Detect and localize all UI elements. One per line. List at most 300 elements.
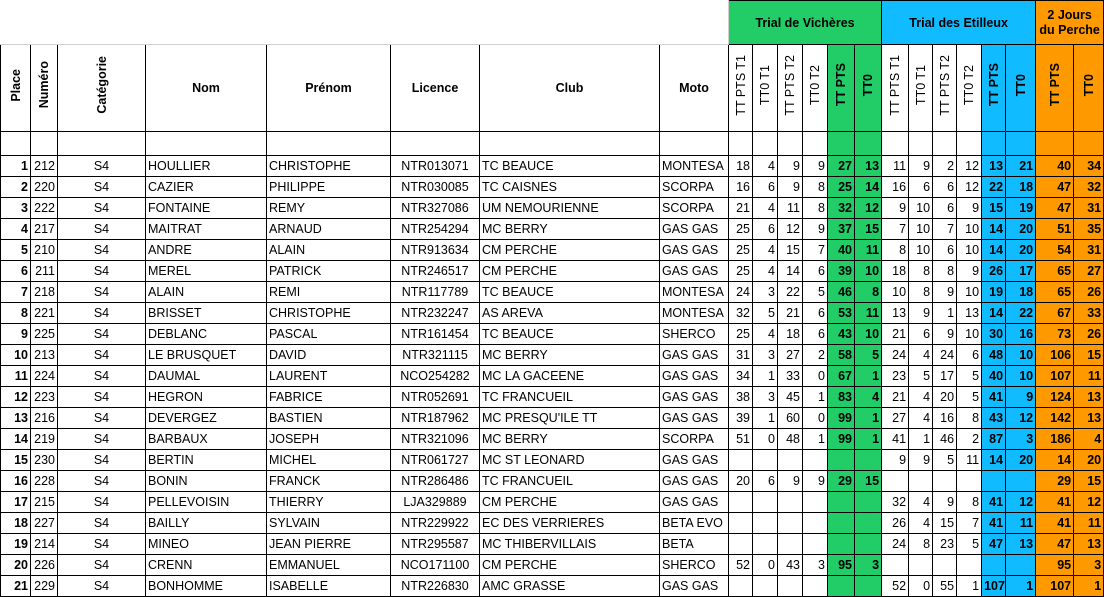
cell-numero: 211	[31, 261, 58, 282]
cell-licence: NTR321115	[391, 345, 480, 366]
cell-v-tt0-t1: 6	[753, 177, 778, 198]
cell-v-ttpts: 99	[828, 429, 855, 450]
cell-v-tt0-t2	[803, 513, 828, 534]
cell-numero: 212	[31, 156, 58, 177]
cell-place: 8	[1, 303, 31, 324]
cell-e-tt0-t1: 4	[909, 345, 933, 366]
col-numero: Numéro	[31, 45, 58, 132]
cell-place: 9	[1, 324, 31, 345]
cell-categorie: S4	[58, 513, 146, 534]
cell-nom: MEREL	[146, 261, 267, 282]
cell-categorie: S4	[58, 534, 146, 555]
cell-v-ttpts-t2: 11	[778, 198, 803, 219]
cell-e-tt0-t1: 8	[909, 261, 933, 282]
cell-prenom: BASTIEN	[267, 408, 391, 429]
cell-e-tt0-t1: 9	[909, 156, 933, 177]
table-row	[1, 303, 1104, 324]
cell-e-ttpts: 26	[982, 261, 1006, 282]
cell-club: MC BERRY	[480, 345, 660, 366]
col-e-ttpts: TT PTS	[982, 45, 1006, 132]
cell-e-ttpts-t2: 5	[933, 450, 957, 471]
cell-e-tt0-t2	[957, 555, 982, 576]
cell-p-tt0: 31	[1074, 198, 1104, 219]
cell-e-tt0: 3	[1006, 429, 1036, 450]
cell-club: CM PERCHE	[480, 240, 660, 261]
cell-v-ttpts-t2: 9	[778, 177, 803, 198]
cell-v-tt0-t2: 6	[803, 303, 828, 324]
cell-e-tt0: 10	[1006, 345, 1036, 366]
cell-e-ttpts: 14	[982, 450, 1006, 471]
cell-p-ttpts: 14	[1036, 450, 1074, 471]
cell-place: 4	[1, 219, 31, 240]
cell-numero: 218	[31, 282, 58, 303]
cell-v-ttpts-t2	[778, 450, 803, 471]
cell-e-tt0-t1: 1	[909, 429, 933, 450]
cell-v-tt0-t2	[803, 492, 828, 513]
cell-v-tt0-t2: 6	[803, 261, 828, 282]
cell-prenom: PASCAL	[267, 324, 391, 345]
cell-v-tt0	[855, 534, 882, 555]
cell-licence: NCO254282	[391, 366, 480, 387]
table-row	[1, 408, 1104, 429]
cell-v-tt0-t2: 7	[803, 240, 828, 261]
cell-e-ttpts-t1: 21	[882, 324, 909, 345]
cell-categorie: S4	[58, 576, 146, 597]
cell-e-ttpts-t1: 24	[882, 345, 909, 366]
cell-prenom: LAURENT	[267, 366, 391, 387]
cell-e-ttpts-t2: 7	[933, 219, 957, 240]
cell-v-ttpts-t1: 34	[729, 366, 753, 387]
cell-v-tt0-t1	[753, 576, 778, 597]
cell-licence: NTR187962	[391, 408, 480, 429]
cell-v-tt0-t2: 5	[803, 282, 828, 303]
cell-e-tt0-t1: 4	[909, 513, 933, 534]
cell-e-tt0: 20	[1006, 219, 1036, 240]
cell-e-tt0: 20	[1006, 240, 1036, 261]
cell-v-ttpts-t1	[729, 513, 753, 534]
cell-moto: SHERCO	[660, 324, 729, 345]
cell-e-ttpts-t1: 27	[882, 408, 909, 429]
cell-v-ttpts: 46	[828, 282, 855, 303]
cell-numero: 215	[31, 492, 58, 513]
cell-v-ttpts	[828, 513, 855, 534]
cell-e-ttpts: 15	[982, 198, 1006, 219]
col-nom: Nom	[146, 45, 267, 132]
cell-v-tt0-t1: 3	[753, 387, 778, 408]
col-e-tt0-t1: TT0 T1	[909, 45, 933, 132]
cell-e-tt0-t1: 0	[909, 576, 933, 597]
group-perche: 2 Jours du Perche	[1036, 1, 1104, 45]
cell-e-ttpts-t2: 8	[933, 261, 957, 282]
cell-e-tt0-t2: 6	[957, 345, 982, 366]
cell-e-tt0-t1: 5	[909, 366, 933, 387]
table-row	[1, 156, 1104, 177]
cell-numero: 219	[31, 429, 58, 450]
cell-e-ttpts-t1: 7	[882, 219, 909, 240]
cell-e-ttpts: 14	[982, 303, 1006, 324]
cell-categorie: S4	[58, 219, 146, 240]
col-e-tt0-t2: TT0 T2	[957, 45, 982, 132]
results-body	[1, 156, 1104, 597]
cell-v-tt0-t1: 3	[753, 282, 778, 303]
cell-e-tt0: 12	[1006, 492, 1036, 513]
cell-v-ttpts-t2: 15	[778, 240, 803, 261]
cell-licence: NTR161454	[391, 324, 480, 345]
cell-p-tt0: 13	[1074, 534, 1104, 555]
cell-p-ttpts: 106	[1036, 345, 1074, 366]
cell-p-ttpts: 47	[1036, 198, 1074, 219]
cell-licence: NTR030085	[391, 177, 480, 198]
cell-licence: NTR232247	[391, 303, 480, 324]
cell-e-tt0-t2: 10	[957, 219, 982, 240]
cell-v-tt0: 1	[855, 366, 882, 387]
cell-v-ttpts-t2: 22	[778, 282, 803, 303]
cell-e-ttpts: 30	[982, 324, 1006, 345]
cell-e-ttpts-t2: 9	[933, 324, 957, 345]
cell-e-ttpts-t1: 8	[882, 240, 909, 261]
cell-e-tt0: 13	[1006, 534, 1036, 555]
cell-v-tt0-t2: 9	[803, 471, 828, 492]
cell-e-ttpts-t1: 13	[882, 303, 909, 324]
cell-moto: GAS GAS	[660, 240, 729, 261]
cell-v-tt0-t1: 6	[753, 471, 778, 492]
cell-numero: 213	[31, 345, 58, 366]
cell-v-tt0-t1: 4	[753, 156, 778, 177]
cell-v-tt0: 11	[855, 240, 882, 261]
cell-p-ttpts: 47	[1036, 177, 1074, 198]
cell-v-ttpts: 43	[828, 324, 855, 345]
cell-e-ttpts-t2: 6	[933, 198, 957, 219]
cell-v-ttpts	[828, 576, 855, 597]
cell-v-tt0: 5	[855, 345, 882, 366]
table-row	[1, 513, 1104, 534]
table-row	[1, 576, 1104, 597]
cell-p-tt0: 15	[1074, 345, 1104, 366]
cell-v-ttpts	[828, 534, 855, 555]
cell-v-ttpts: 99	[828, 408, 855, 429]
cell-categorie: S4	[58, 198, 146, 219]
cell-licence: NTR321096	[391, 429, 480, 450]
cell-e-ttpts-t1	[882, 471, 909, 492]
cell-licence: LJA329889	[391, 492, 480, 513]
cell-moto: SCORPA	[660, 429, 729, 450]
cell-prenom: FRANCK	[267, 471, 391, 492]
cell-e-ttpts-t2: 55	[933, 576, 957, 597]
cell-e-ttpts: 19	[982, 282, 1006, 303]
cell-v-ttpts: 29	[828, 471, 855, 492]
cell-e-ttpts-t1: 9	[882, 450, 909, 471]
cell-e-tt0-t2: 8	[957, 492, 982, 513]
cell-v-ttpts-t2: 9	[778, 471, 803, 492]
cell-nom: MINEO	[146, 534, 267, 555]
cell-p-tt0: 13	[1074, 387, 1104, 408]
cell-e-ttpts-t2: 15	[933, 513, 957, 534]
cell-numero: 214	[31, 534, 58, 555]
col-v-tt0-t1: TT0 T1	[753, 45, 778, 132]
cell-nom: HOULLIER	[146, 156, 267, 177]
cell-e-tt0: 12	[1006, 408, 1036, 429]
cell-moto: GAS GAS	[660, 492, 729, 513]
cell-p-tt0: 27	[1074, 261, 1104, 282]
cell-prenom: ISABELLE	[267, 576, 391, 597]
cell-v-ttpts-t2: 21	[778, 303, 803, 324]
cell-licence: NTR226830	[391, 576, 480, 597]
cell-moto: GAS GAS	[660, 345, 729, 366]
cell-v-ttpts-t2	[778, 576, 803, 597]
cell-e-tt0: 10	[1006, 366, 1036, 387]
cell-e-tt0-t2: 1	[957, 576, 982, 597]
cell-place: 2	[1, 177, 31, 198]
cell-club: MC PRESQU'ILE TT	[480, 408, 660, 429]
cell-club: TC CAISNES	[480, 177, 660, 198]
cell-moto: SHERCO	[660, 555, 729, 576]
cell-v-ttpts-t2	[778, 534, 803, 555]
cell-v-ttpts: 37	[828, 219, 855, 240]
table-row	[1, 366, 1104, 387]
cell-v-tt0-t2	[803, 450, 828, 471]
cell-e-ttpts-t2: 6	[933, 177, 957, 198]
cell-e-tt0-t2: 2	[957, 429, 982, 450]
cell-v-tt0: 15	[855, 471, 882, 492]
cell-p-tt0: 12	[1074, 492, 1104, 513]
cell-e-tt0-t2: 10	[957, 324, 982, 345]
col-e-ttpts-t1: TT PTS T1	[882, 45, 909, 132]
cell-v-tt0-t2: 1	[803, 429, 828, 450]
cell-categorie: S4	[58, 408, 146, 429]
cell-nom: ANDRE	[146, 240, 267, 261]
cell-licence: NTR052691	[391, 387, 480, 408]
table-row	[1, 429, 1104, 450]
cell-v-ttpts-t2: 9	[778, 156, 803, 177]
cell-e-tt0-t1: 10	[909, 219, 933, 240]
cell-licence: NTR117789	[391, 282, 480, 303]
cell-moto: MONTESA	[660, 282, 729, 303]
cell-v-tt0-t2: 0	[803, 366, 828, 387]
cell-v-ttpts-t2: 45	[778, 387, 803, 408]
cell-prenom: THIERRY	[267, 492, 391, 513]
cell-v-ttpts-t2: 33	[778, 366, 803, 387]
cell-v-ttpts-t1	[729, 492, 753, 513]
cell-prenom: ALAIN	[267, 240, 391, 261]
cell-p-ttpts: 47	[1036, 534, 1074, 555]
cell-moto: GAS GAS	[660, 450, 729, 471]
cell-v-ttpts-t1: 52	[729, 555, 753, 576]
col-v-ttpts-t2: TT PTS T2	[778, 45, 803, 132]
cell-v-ttpts-t1: 25	[729, 261, 753, 282]
cell-e-tt0-t2: 7	[957, 513, 982, 534]
cell-e-ttpts	[982, 555, 1006, 576]
cell-categorie: S4	[58, 387, 146, 408]
cell-e-tt0-t1: 6	[909, 177, 933, 198]
cell-licence: NTR327086	[391, 198, 480, 219]
cell-p-tt0: 4	[1074, 429, 1104, 450]
cell-place: 15	[1, 450, 31, 471]
cell-licence: NTR286486	[391, 471, 480, 492]
cell-v-ttpts-t1: 39	[729, 408, 753, 429]
cell-categorie: S4	[58, 450, 146, 471]
cell-e-ttpts-t2: 6	[933, 240, 957, 261]
table-row	[1, 345, 1104, 366]
cell-prenom: JEAN PIERRE	[267, 534, 391, 555]
cell-nom: BAILLY	[146, 513, 267, 534]
cell-categorie: S4	[58, 303, 146, 324]
cell-v-ttpts-t1: 21	[729, 198, 753, 219]
table-row	[1, 471, 1104, 492]
cell-place: 12	[1, 387, 31, 408]
cell-numero: 221	[31, 303, 58, 324]
cell-e-tt0: 1	[1006, 576, 1036, 597]
cell-categorie: S4	[58, 366, 146, 387]
cell-v-tt0-t2	[803, 534, 828, 555]
cell-e-tt0-t2: 5	[957, 534, 982, 555]
cell-v-ttpts: 39	[828, 261, 855, 282]
cell-e-ttpts-t1: 26	[882, 513, 909, 534]
cell-moto: GAS GAS	[660, 471, 729, 492]
cell-v-ttpts	[828, 450, 855, 471]
cell-numero: 230	[31, 450, 58, 471]
cell-e-tt0: 9	[1006, 387, 1036, 408]
cell-v-ttpts-t1: 18	[729, 156, 753, 177]
cell-licence: NTR061727	[391, 450, 480, 471]
cell-nom: PELLEVOISIN	[146, 492, 267, 513]
cell-e-ttpts-t2: 9	[933, 282, 957, 303]
group-vicheres: Trial de Vichères	[729, 1, 882, 45]
cell-place: 5	[1, 240, 31, 261]
table-row	[1, 555, 1104, 576]
cell-e-ttpts-t1: 32	[882, 492, 909, 513]
cell-v-tt0: 8	[855, 282, 882, 303]
cell-v-tt0-t2: 9	[803, 219, 828, 240]
cell-p-tt0: 20	[1074, 450, 1104, 471]
cell-prenom: REMI	[267, 282, 391, 303]
cell-licence: NTR913634	[391, 240, 480, 261]
cell-e-tt0: 22	[1006, 303, 1036, 324]
cell-v-ttpts-t1: 38	[729, 387, 753, 408]
cell-e-ttpts-t1: 18	[882, 261, 909, 282]
cell-numero: 223	[31, 387, 58, 408]
cell-p-ttpts: 67	[1036, 303, 1074, 324]
cell-v-ttpts-t2	[778, 492, 803, 513]
cell-v-ttpts-t1: 24	[729, 282, 753, 303]
cell-numero: 226	[31, 555, 58, 576]
cell-p-tt0: 32	[1074, 177, 1104, 198]
cell-v-tt0-t1: 1	[753, 408, 778, 429]
cell-v-ttpts: 40	[828, 240, 855, 261]
cell-moto: BETA	[660, 534, 729, 555]
cell-v-ttpts	[828, 492, 855, 513]
cell-club: TC FRANCUEIL	[480, 387, 660, 408]
cell-v-ttpts-t2: 12	[778, 219, 803, 240]
cell-v-tt0-t1: 4	[753, 324, 778, 345]
cell-club: AMC GRASSE	[480, 576, 660, 597]
cell-v-ttpts-t2: 27	[778, 345, 803, 366]
cell-v-ttpts: 83	[828, 387, 855, 408]
table-row	[1, 492, 1104, 513]
cell-v-ttpts: 27	[828, 156, 855, 177]
cell-club: MC BERRY	[480, 429, 660, 450]
cell-p-tt0: 33	[1074, 303, 1104, 324]
cell-club: CM PERCHE	[480, 492, 660, 513]
cell-prenom: DAVID	[267, 345, 391, 366]
cell-v-ttpts-t1: 31	[729, 345, 753, 366]
table-row	[1, 261, 1104, 282]
cell-e-tt0-t1: 9	[909, 450, 933, 471]
table-row	[1, 240, 1104, 261]
cell-nom: MAITRAT	[146, 219, 267, 240]
cell-e-ttpts-t2: 46	[933, 429, 957, 450]
cell-v-tt0-t2: 3	[803, 555, 828, 576]
cell-v-tt0: 10	[855, 324, 882, 345]
cell-moto: GAS GAS	[660, 408, 729, 429]
cell-p-tt0: 3	[1074, 555, 1104, 576]
cell-v-ttpts-t1	[729, 450, 753, 471]
cell-categorie: S4	[58, 324, 146, 345]
cell-v-ttpts-t2: 60	[778, 408, 803, 429]
cell-e-ttpts-t2	[933, 555, 957, 576]
cell-prenom: PATRICK	[267, 261, 391, 282]
col-e-tt0: TT0	[1006, 45, 1036, 132]
cell-e-ttpts: 41	[982, 513, 1006, 534]
cell-place: 20	[1, 555, 31, 576]
cell-e-tt0: 16	[1006, 324, 1036, 345]
cell-e-ttpts-t1: 21	[882, 387, 909, 408]
cell-licence: NTR254294	[391, 219, 480, 240]
cell-p-ttpts: 54	[1036, 240, 1074, 261]
cell-categorie: S4	[58, 471, 146, 492]
cell-place: 1	[1, 156, 31, 177]
group-etilleux: Trial des Etilleux	[882, 1, 1036, 45]
cell-nom: BERTIN	[146, 450, 267, 471]
cell-p-ttpts: 95	[1036, 555, 1074, 576]
cell-e-tt0-t1	[909, 471, 933, 492]
cell-p-tt0: 31	[1074, 240, 1104, 261]
col-e-ttpts-t2: TT PTS T2	[933, 45, 957, 132]
cell-p-ttpts: 65	[1036, 261, 1074, 282]
cell-e-ttpts	[982, 471, 1006, 492]
cell-e-tt0-t2: 9	[957, 261, 982, 282]
cell-e-tt0-t1: 9	[909, 303, 933, 324]
cell-p-tt0: 11	[1074, 513, 1104, 534]
cell-licence: NCO171100	[391, 555, 480, 576]
cell-v-ttpts: 53	[828, 303, 855, 324]
cell-v-ttpts-t1: 16	[729, 177, 753, 198]
cell-v-tt0: 1	[855, 408, 882, 429]
col-club: Club	[480, 45, 660, 132]
cell-nom: BONHOMME	[146, 576, 267, 597]
cell-club: UM NEMOURIENNE	[480, 198, 660, 219]
cell-e-tt0: 18	[1006, 282, 1036, 303]
cell-categorie: S4	[58, 156, 146, 177]
col-place: Place	[1, 45, 31, 132]
cell-v-tt0-t1: 0	[753, 555, 778, 576]
cell-nom: CAZIER	[146, 177, 267, 198]
cell-e-ttpts: 107	[982, 576, 1006, 597]
col-p-tt0: TT0	[1074, 45, 1104, 132]
cell-categorie: S4	[58, 240, 146, 261]
cell-e-ttpts: 48	[982, 345, 1006, 366]
cell-place: 7	[1, 282, 31, 303]
cell-v-tt0	[855, 450, 882, 471]
cell-p-tt0: 34	[1074, 156, 1104, 177]
cell-licence: NTR229922	[391, 513, 480, 534]
cell-p-tt0: 13	[1074, 408, 1104, 429]
cell-categorie: S4	[58, 282, 146, 303]
cell-v-tt0: 15	[855, 219, 882, 240]
cell-e-tt0-t2: 11	[957, 450, 982, 471]
table-row	[1, 534, 1104, 555]
cell-e-ttpts-t2: 17	[933, 366, 957, 387]
cell-numero: 216	[31, 408, 58, 429]
